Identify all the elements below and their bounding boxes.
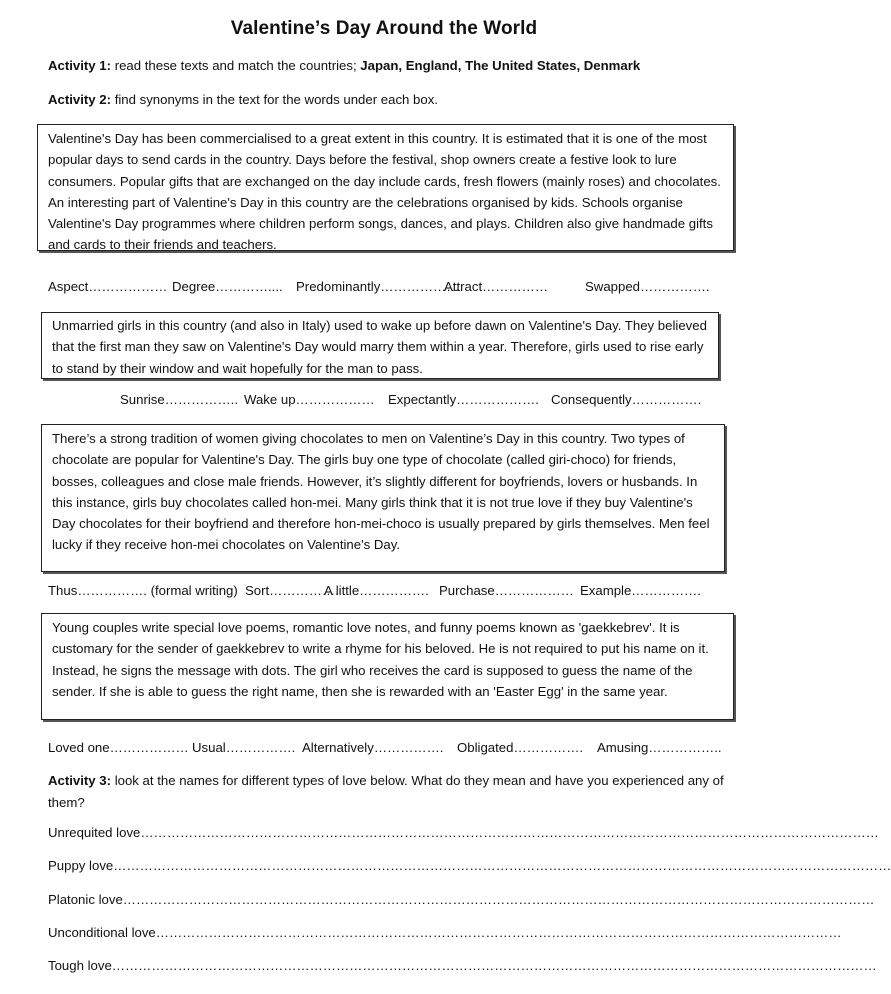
activity-1-text: read these texts and match the countries; — [111, 58, 361, 73]
text-box-3 — [41, 424, 725, 572]
synonym-word: Alternatively……………. — [302, 740, 444, 755]
activity-1-label: Activity 1: — [48, 58, 112, 73]
activity-2-instruction — [48, 89, 728, 110]
worksheet-title: Valentine’s Day Around the World — [230, 18, 538, 39]
synonym-word: Amusing…………….. — [597, 740, 722, 755]
synonym-row-1 — [48, 279, 738, 299]
love-type-line: Puppy love…………………………………………………………………………………………………………………………………………………………… — [48, 858, 891, 873]
synonym-row-3 — [48, 583, 738, 603]
synonym-word: Swapped……………. — [585, 279, 710, 294]
love-type-line: Unrequited love…………………………………………………………………………………………………………………………………………………… — [48, 825, 879, 840]
activity-3-label: Activity 3: — [48, 773, 112, 788]
text-2-paragraph: Unmarried girls in this country (and also in Italy) used to wake up before dawn on Valentine's Day. They believed that the first man they saw on Valentine's Day would marry them within a year. Therefore, girls used to rise early to stand by their window and wait hopefully for the man to pass. — [52, 318, 707, 376]
synonym-word: Consequently……………. — [551, 392, 702, 407]
synonym-word: Degree………….... — [172, 279, 283, 294]
synonym-word: Thus……………. (formal writing) — [48, 583, 238, 598]
synonym-word: Aspect……………… — [48, 279, 168, 294]
synonym-word: Expectantly………………. — [388, 392, 539, 407]
activity-2-label: Activity 2: — [48, 92, 112, 107]
synonym-row-4 — [48, 740, 738, 760]
activity-1-countries: Japan, England, The United States, Denmark — [360, 58, 641, 73]
synonym-word: Loved one……………… — [48, 740, 189, 755]
synonym-word: A little……………. — [324, 583, 429, 598]
synonym-word: Sunrise…………….. — [120, 392, 238, 407]
text-1-paragraph: Valentine's Day has been commercialised to a great extent in this country. It is estimated that it is one of the most popular days to send cards in the country. Days before the festival, shop owners create a festive look to lure consumers. Popular gifts that are exchanged on the day include cards, fresh flowers (mainly roses) and chocolates. An interesting part of Valentine's Day in this country are the celebrations organised by kids. Schools organise Valentine's Day programmes where children perform songs, dances, and plays. Children also give handmade gifts and cards to their friends and teachers. — [48, 131, 721, 253]
text-box-1 — [37, 124, 734, 251]
love-type-line: Platonic love……………………………………………………………………………………………………………………………………………………… — [48, 892, 875, 907]
synonym-row-2 — [120, 392, 730, 412]
text-4-paragraph: Young couples write special love poems, romantic love notes, and funny poems known as 'gaekkebrev'. It is customary for the sender of gaekkebrev to write a rhyme for his beloved. He is not required to put his name on it. Instead, he signs the message with dots. The girl who receives the card is supposed to guess the name of the sender. If she is able to guess the right name, then she is rewarded with an 'Easter Egg' in the same year. — [52, 620, 709, 699]
synonym-word: Example……………. — [580, 583, 701, 598]
activity-1-instruction — [48, 55, 728, 76]
synonym-word: Wake up……………… — [244, 392, 375, 407]
activity-3-instruction — [48, 770, 728, 814]
activity-3-text: look at the names for different types of love below. What do they mean and have you experienced any of them? — [48, 773, 724, 810]
synonym-word: Attract…………… — [444, 279, 549, 294]
synonym-word: Sort……………. — [245, 583, 339, 598]
text-3-paragraph: There’s a strong tradition of women giving chocolates to men on Valentine’s Day in this country. Two types of chocolate are popular for Valentine's Day. The girls buy one type of chocolate (called giri-choco) for friends, bosses, colleagues and close male friends. However, it’s slightly different for boyfriends, lovers or husbands. In this instance, girls buy chocolates called hon-mei. Many girls think that it is not true love if they buy Valentine's Day chocolates for their boyfriend and therefore hon-mei-choco is usually prepared by girls themselves. Men feel lucky if they receive hon-mei chocolates on Valentine's Day. — [52, 431, 710, 553]
love-type-line: Tough love………………………………………………………………………………………………………………………………………………………… — [48, 958, 877, 973]
love-type-line: Unconditional love………………………………………………………………………………………………………………………………………… — [48, 925, 842, 940]
text-box-4 — [41, 613, 734, 720]
text-box-2 — [41, 312, 719, 379]
synonym-word: Predominantly……………… — [296, 279, 460, 294]
synonym-word: Obligated……………. — [457, 740, 584, 755]
activity-2-text: find synonyms in the text for the words under each box. — [111, 92, 438, 107]
synonym-word: Usual……………. — [192, 740, 296, 755]
synonym-word: Purchase……………… — [439, 583, 574, 598]
